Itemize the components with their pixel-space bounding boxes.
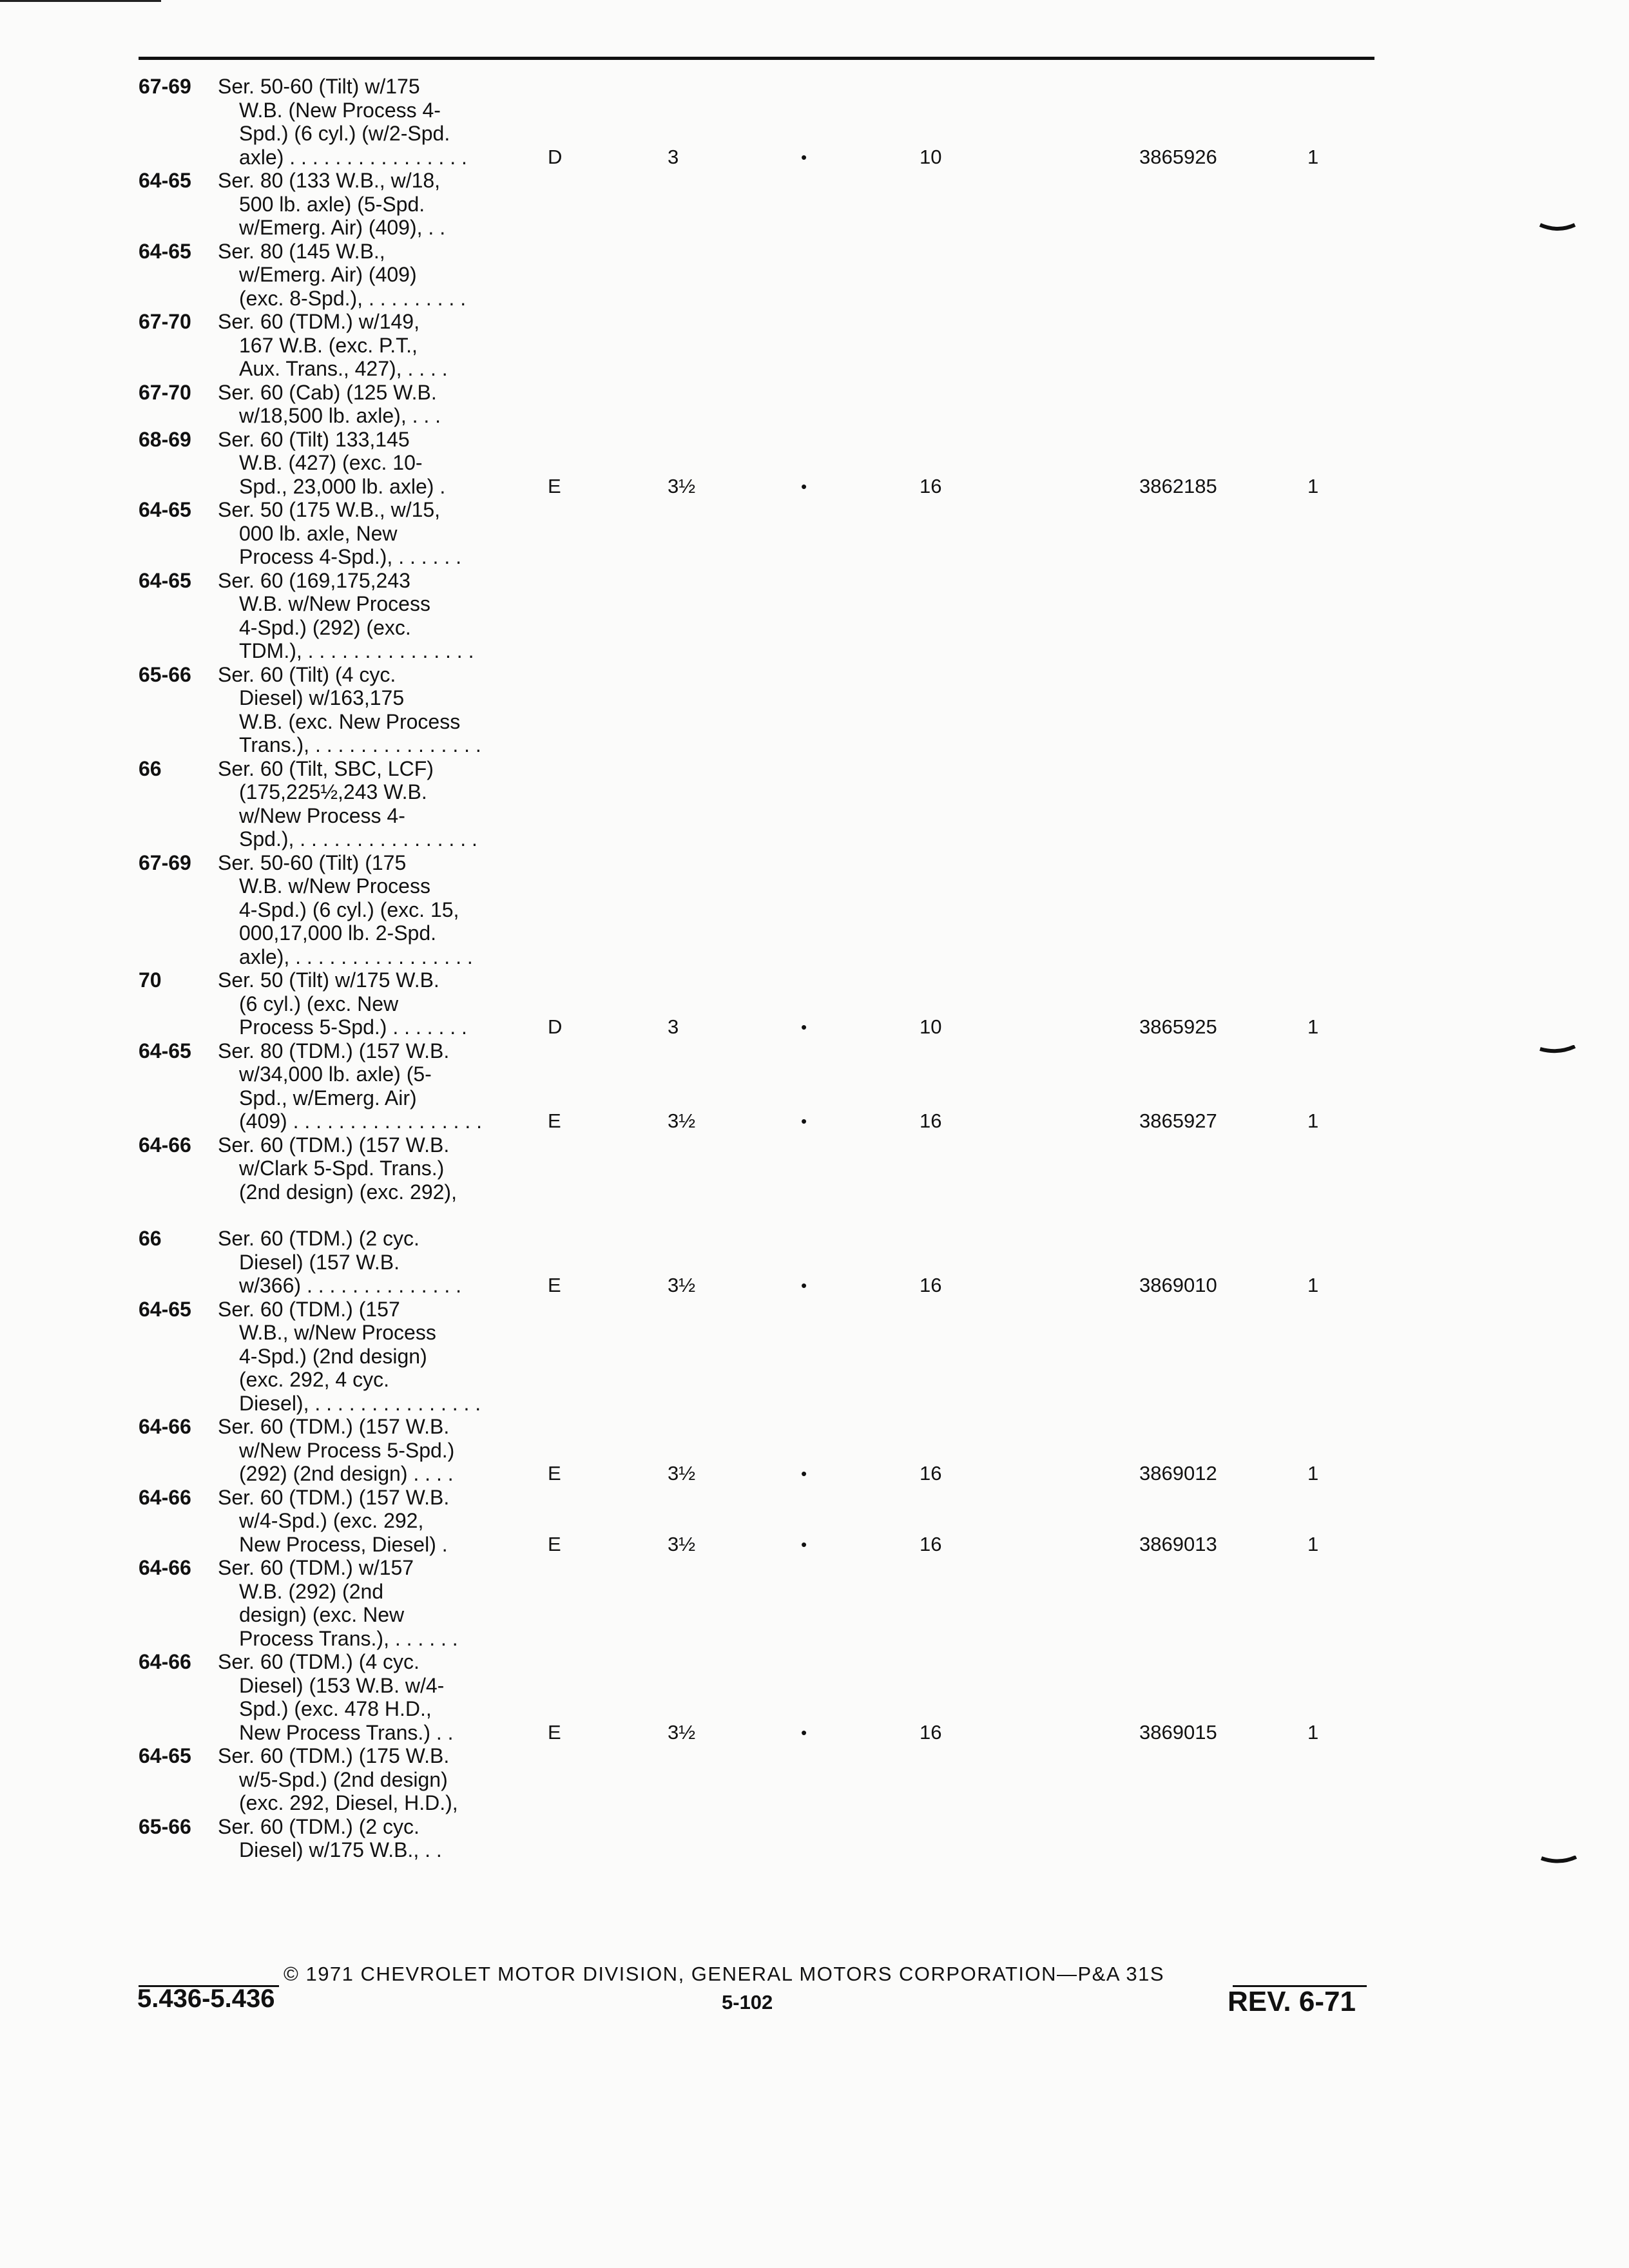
description-line: 000 lb. axle, New xyxy=(239,521,398,545)
description-line: design) (exc. New xyxy=(239,1603,405,1626)
description-line: (409) . . . . . . . . . . . . . . . . . xyxy=(239,1110,482,1133)
year-range: 70 xyxy=(139,968,162,992)
application-description xyxy=(218,498,501,569)
splines-cell: 16 xyxy=(920,1462,942,1485)
section-code: 5.436-5.436 xyxy=(137,1984,275,2013)
splines-cell: 16 xyxy=(920,1720,942,1744)
description-line: w/34,000 lb. axle) (5- xyxy=(239,1062,432,1086)
year-range: 64-65 xyxy=(139,1744,191,1767)
splines-cell: 10 xyxy=(920,1015,942,1038)
description-line: w/4-Spd.) (exc. 292, xyxy=(239,1509,424,1532)
description-line: Diesel) (153 W.B. w/4- xyxy=(239,1673,445,1697)
description-line: Diesel), . . . . . . . . . . . . . . . xyxy=(239,1391,481,1415)
year-range: 64-65 xyxy=(139,1039,191,1062)
margin-mark xyxy=(1539,222,1576,231)
description-line: Ser. 60 (TDM.) (2 cyc. xyxy=(218,1814,419,1838)
quantity-cell: 1 xyxy=(1307,1274,1319,1296)
description-line: w/New Process 4- xyxy=(239,803,405,827)
description-line: W.B. (exc. New Process xyxy=(239,709,461,733)
description-line: Diesel) w/175 W.B., . . xyxy=(239,1838,442,1861)
description-line: Process 4-Spd.), . . . . . . xyxy=(239,545,461,568)
application-description xyxy=(218,240,501,311)
size-cell: E xyxy=(548,1274,561,1296)
description-line: w/366) . . . . . . . . . . . . . . xyxy=(239,1274,461,1297)
part-number-cell: 3865926 xyxy=(1139,145,1217,168)
bullet-cell: • xyxy=(801,1534,807,1554)
part-number-cell: 3869013 xyxy=(1139,1532,1217,1555)
description-line: Ser. 50 (175 W.B., w/15, xyxy=(218,498,441,521)
size-cell: E xyxy=(548,1532,561,1555)
width-cell: 3½ xyxy=(668,1274,696,1296)
description-line: Spd.), . . . . . . . . . . . . . . . . xyxy=(239,827,477,850)
year-range: 65-66 xyxy=(139,1814,191,1838)
description-line: Diesel) (157 W.B. xyxy=(239,1250,400,1274)
description-line: Ser. 60 (Tilt) (4 cyc. xyxy=(218,662,396,686)
size-cell: E xyxy=(548,1110,561,1132)
description-line: Ser. 60 (Cab) (125 W.B. xyxy=(218,380,437,404)
description-line: Ser. 80 (TDM.) (157 W.B. xyxy=(218,1039,450,1062)
description-line: Ser. 60 (Tilt) 133,145 xyxy=(218,427,410,451)
description-line: (292) (2nd design) . . . . xyxy=(239,1462,454,1485)
part-number-cell: 3865925 xyxy=(1139,1015,1217,1038)
application-description xyxy=(218,663,501,757)
application-description xyxy=(218,169,501,240)
year-range: 67-70 xyxy=(139,310,191,333)
size-cell: D xyxy=(548,1015,563,1038)
width-cell: 3½ xyxy=(668,1462,696,1485)
quantity-cell: 1 xyxy=(1307,1462,1319,1485)
year-range: 64-65 xyxy=(139,498,191,521)
application-description xyxy=(218,757,501,851)
description-line: axle) . . . . . . . . . . . . . . . . xyxy=(239,145,467,169)
year-range: 64-65 xyxy=(139,568,191,592)
year-range: 64-65 xyxy=(139,239,191,263)
description-line: New Process Trans.) . . xyxy=(239,1720,454,1744)
copyright-line: © 1971 CHEVROLET MOTOR DIVISION, GENERAL MOTORS CORPORATION—P&A 31S xyxy=(284,1963,1165,1985)
application-description xyxy=(218,968,501,1039)
corner-rule xyxy=(0,0,161,2)
part-number-cell: 3865927 xyxy=(1139,1110,1217,1132)
year-range: 64-66 xyxy=(139,1415,191,1438)
margin-mark xyxy=(1540,1856,1577,1865)
description-line: TDM.), . . . . . . . . . . . . . . . xyxy=(239,639,474,662)
description-line: Spd.) (6 cyl.) (w/2-Spd. xyxy=(239,122,450,145)
description-line: W.B. (New Process 4- xyxy=(239,98,441,122)
year-range: 64-66 xyxy=(139,1133,191,1157)
description-line: Ser. 60 (TDM.) w/157 xyxy=(218,1556,414,1579)
description-line: w/Emerg. Air) (409) xyxy=(239,263,417,286)
description-line: Trans.), . . . . . . . . . . . . . . . xyxy=(239,733,481,756)
description-line: w/5-Spd.) (2nd design) xyxy=(239,1767,448,1791)
application-description xyxy=(218,1133,501,1204)
year-range: 64-66 xyxy=(139,1650,191,1673)
description-line: w/Emerg. Air) (409), . . xyxy=(239,216,446,239)
application-description xyxy=(218,1298,501,1416)
quantity-cell: 1 xyxy=(1307,145,1319,168)
application-description xyxy=(218,1815,501,1862)
description-line: Ser. 60 (TDM.) (157 xyxy=(218,1297,400,1321)
application-description xyxy=(218,381,501,428)
year-range: 64-65 xyxy=(139,1297,191,1321)
description-line: 4-Spd.) (6 cyl.) (exc. 15, xyxy=(239,898,459,921)
description-line: New Process, Diesel) . xyxy=(239,1532,448,1556)
bullet-cell: • xyxy=(801,147,807,167)
year-range: 66 xyxy=(139,756,162,780)
description-line: Ser. 50 (Tilt) w/175 W.B. xyxy=(218,968,439,992)
description-line: (exc. 8-Spd.), . . . . . . . . . xyxy=(239,286,467,310)
application-description xyxy=(218,428,501,499)
application-description xyxy=(218,1227,501,1298)
description-line: Spd.) (exc. 478 H.D., xyxy=(239,1697,432,1720)
bullet-cell: • xyxy=(801,1111,807,1131)
top-rule xyxy=(139,57,1374,60)
size-cell: E xyxy=(548,1462,561,1485)
size-cell: E xyxy=(548,474,561,497)
year-range: 64-65 xyxy=(139,169,191,192)
description-line: Ser. 60 (TDM.) (175 W.B. xyxy=(218,1744,450,1767)
application-description xyxy=(218,569,501,663)
description-line: (exc. 292, 4 cyc. xyxy=(239,1368,389,1391)
application-description xyxy=(218,310,501,381)
application-description xyxy=(218,1744,501,1815)
description-line: w/New Process 5-Spd.) xyxy=(239,1438,455,1462)
year-range: 67-69 xyxy=(139,850,191,874)
size-cell: D xyxy=(548,145,563,168)
width-cell: 3½ xyxy=(668,1110,696,1132)
description-line: Ser. 60 (TDM.) w/149, xyxy=(218,310,419,333)
bullet-cell: • xyxy=(801,1017,807,1037)
year-range: 64-66 xyxy=(139,1556,191,1579)
description-line: 167 W.B. (exc. P.T., xyxy=(239,333,418,357)
year-range: 67-70 xyxy=(139,380,191,404)
description-line: 4-Spd.) (2nd design) xyxy=(239,1344,427,1368)
description-line: Ser. 60 (TDM.) (157 W.B. xyxy=(218,1415,450,1438)
description-line: W.B. w/New Process xyxy=(239,874,430,898)
part-number-cell: 3869012 xyxy=(1139,1462,1217,1485)
description-line: Ser. 60 (TDM.) (157 W.B. xyxy=(218,1485,450,1509)
year-range: 65-66 xyxy=(139,662,191,686)
description-line: Ser. 50-60 (Tilt) w/175 xyxy=(218,75,420,98)
application-description xyxy=(218,1486,501,1557)
margin-mark xyxy=(1539,1045,1576,1054)
splines-cell: 16 xyxy=(920,1110,942,1132)
description-line: Ser. 60 (TDM.) (2 cyc. xyxy=(218,1227,419,1250)
description-line: Ser. 60 (169,175,243 xyxy=(218,568,410,592)
quantity-cell: 1 xyxy=(1307,474,1319,497)
description-line: Ser. 60 (TDM.) (157 W.B. xyxy=(218,1133,450,1157)
width-cell: 3 xyxy=(668,145,679,168)
application-description xyxy=(218,1650,501,1744)
width-cell: 3 xyxy=(668,1015,679,1038)
application-description xyxy=(218,1039,501,1133)
bullet-cell: • xyxy=(801,476,807,496)
description-line: w/18,500 lb. axle), . . . xyxy=(239,404,441,427)
description-line: Ser. 60 (Tilt, SBC, LCF) xyxy=(218,756,434,780)
description-line: W.B. (427) (exc. 10- xyxy=(239,451,423,474)
part-number-cell: 3862185 xyxy=(1139,474,1217,497)
bullet-cell: • xyxy=(801,1464,807,1483)
width-cell: 3½ xyxy=(668,1532,696,1555)
description-line: (6 cyl.) (exc. New xyxy=(239,992,399,1015)
description-line: Spd., w/Emerg. Air) xyxy=(239,1086,417,1110)
quantity-cell: 1 xyxy=(1307,1110,1319,1132)
description-line: Diesel) w/163,175 xyxy=(239,686,405,709)
part-number-cell: 3869010 xyxy=(1139,1274,1217,1296)
description-line: axle), . . . . . . . . . . . . . . . . xyxy=(239,945,473,968)
splines-cell: 16 xyxy=(920,474,942,497)
year-range: 64-66 xyxy=(139,1485,191,1509)
bullet-cell: • xyxy=(801,1722,807,1742)
width-cell: 3½ xyxy=(668,474,696,497)
application-description xyxy=(218,1415,501,1486)
description-line: W.B., w/New Process xyxy=(239,1321,436,1344)
splines-cell: 16 xyxy=(920,1532,942,1555)
quantity-cell: 1 xyxy=(1307,1720,1319,1744)
description-line: Ser. 80 (133 W.B., w/18, xyxy=(218,169,441,192)
description-line: Spd., 23,000 lb. axle) . xyxy=(239,474,446,498)
description-line: w/Clark 5-Spd. Trans.) xyxy=(239,1157,445,1180)
description-line: (175,225½,243 W.B. xyxy=(239,780,427,803)
description-line: Ser. 50-60 (Tilt) (175 xyxy=(218,850,407,874)
quantity-cell: 1 xyxy=(1307,1015,1319,1038)
application-description xyxy=(218,851,501,969)
description-line: W.B. (292) (2nd xyxy=(239,1579,384,1603)
description-line: Ser. 60 (TDM.) (4 cyc. xyxy=(218,1650,419,1673)
splines-cell: 16 xyxy=(920,1274,942,1296)
year-range: 66 xyxy=(139,1227,162,1250)
page-number: 5-102 xyxy=(722,1991,773,2013)
part-number-cell: 3869015 xyxy=(1139,1720,1217,1744)
year-range: 68-69 xyxy=(139,427,191,451)
application-description xyxy=(218,75,501,169)
description-line: (2nd design) (exc. 292), xyxy=(239,1180,457,1204)
width-cell: 3½ xyxy=(668,1720,696,1744)
quantity-cell: 1 xyxy=(1307,1532,1319,1555)
revision-label: REV. 6-71 xyxy=(1228,1986,1356,2017)
description-line: Ser. 80 (145 W.B., xyxy=(218,239,385,263)
description-line: 000,17,000 lb. 2-Spd. xyxy=(239,921,437,945)
year-range: 67-69 xyxy=(139,75,191,98)
size-cell: E xyxy=(548,1720,561,1744)
description-line: W.B. w/New Process xyxy=(239,592,430,615)
description-line: 4-Spd.) (292) (exc. xyxy=(239,615,411,639)
description-line: Aux. Trans., 427), . . . . xyxy=(239,357,448,380)
description-line: Process Trans.), . . . . . . xyxy=(239,1626,458,1650)
description-line: 500 lb. axle) (5-Spd. xyxy=(239,192,425,216)
application-description xyxy=(218,1556,501,1650)
splines-cell: 10 xyxy=(920,145,942,168)
description-line: (exc. 292, Diesel, H.D.), xyxy=(239,1791,458,1814)
description-line: Process 5-Spd.) . . . . . . . xyxy=(239,1015,467,1039)
bullet-cell: • xyxy=(801,1276,807,1295)
